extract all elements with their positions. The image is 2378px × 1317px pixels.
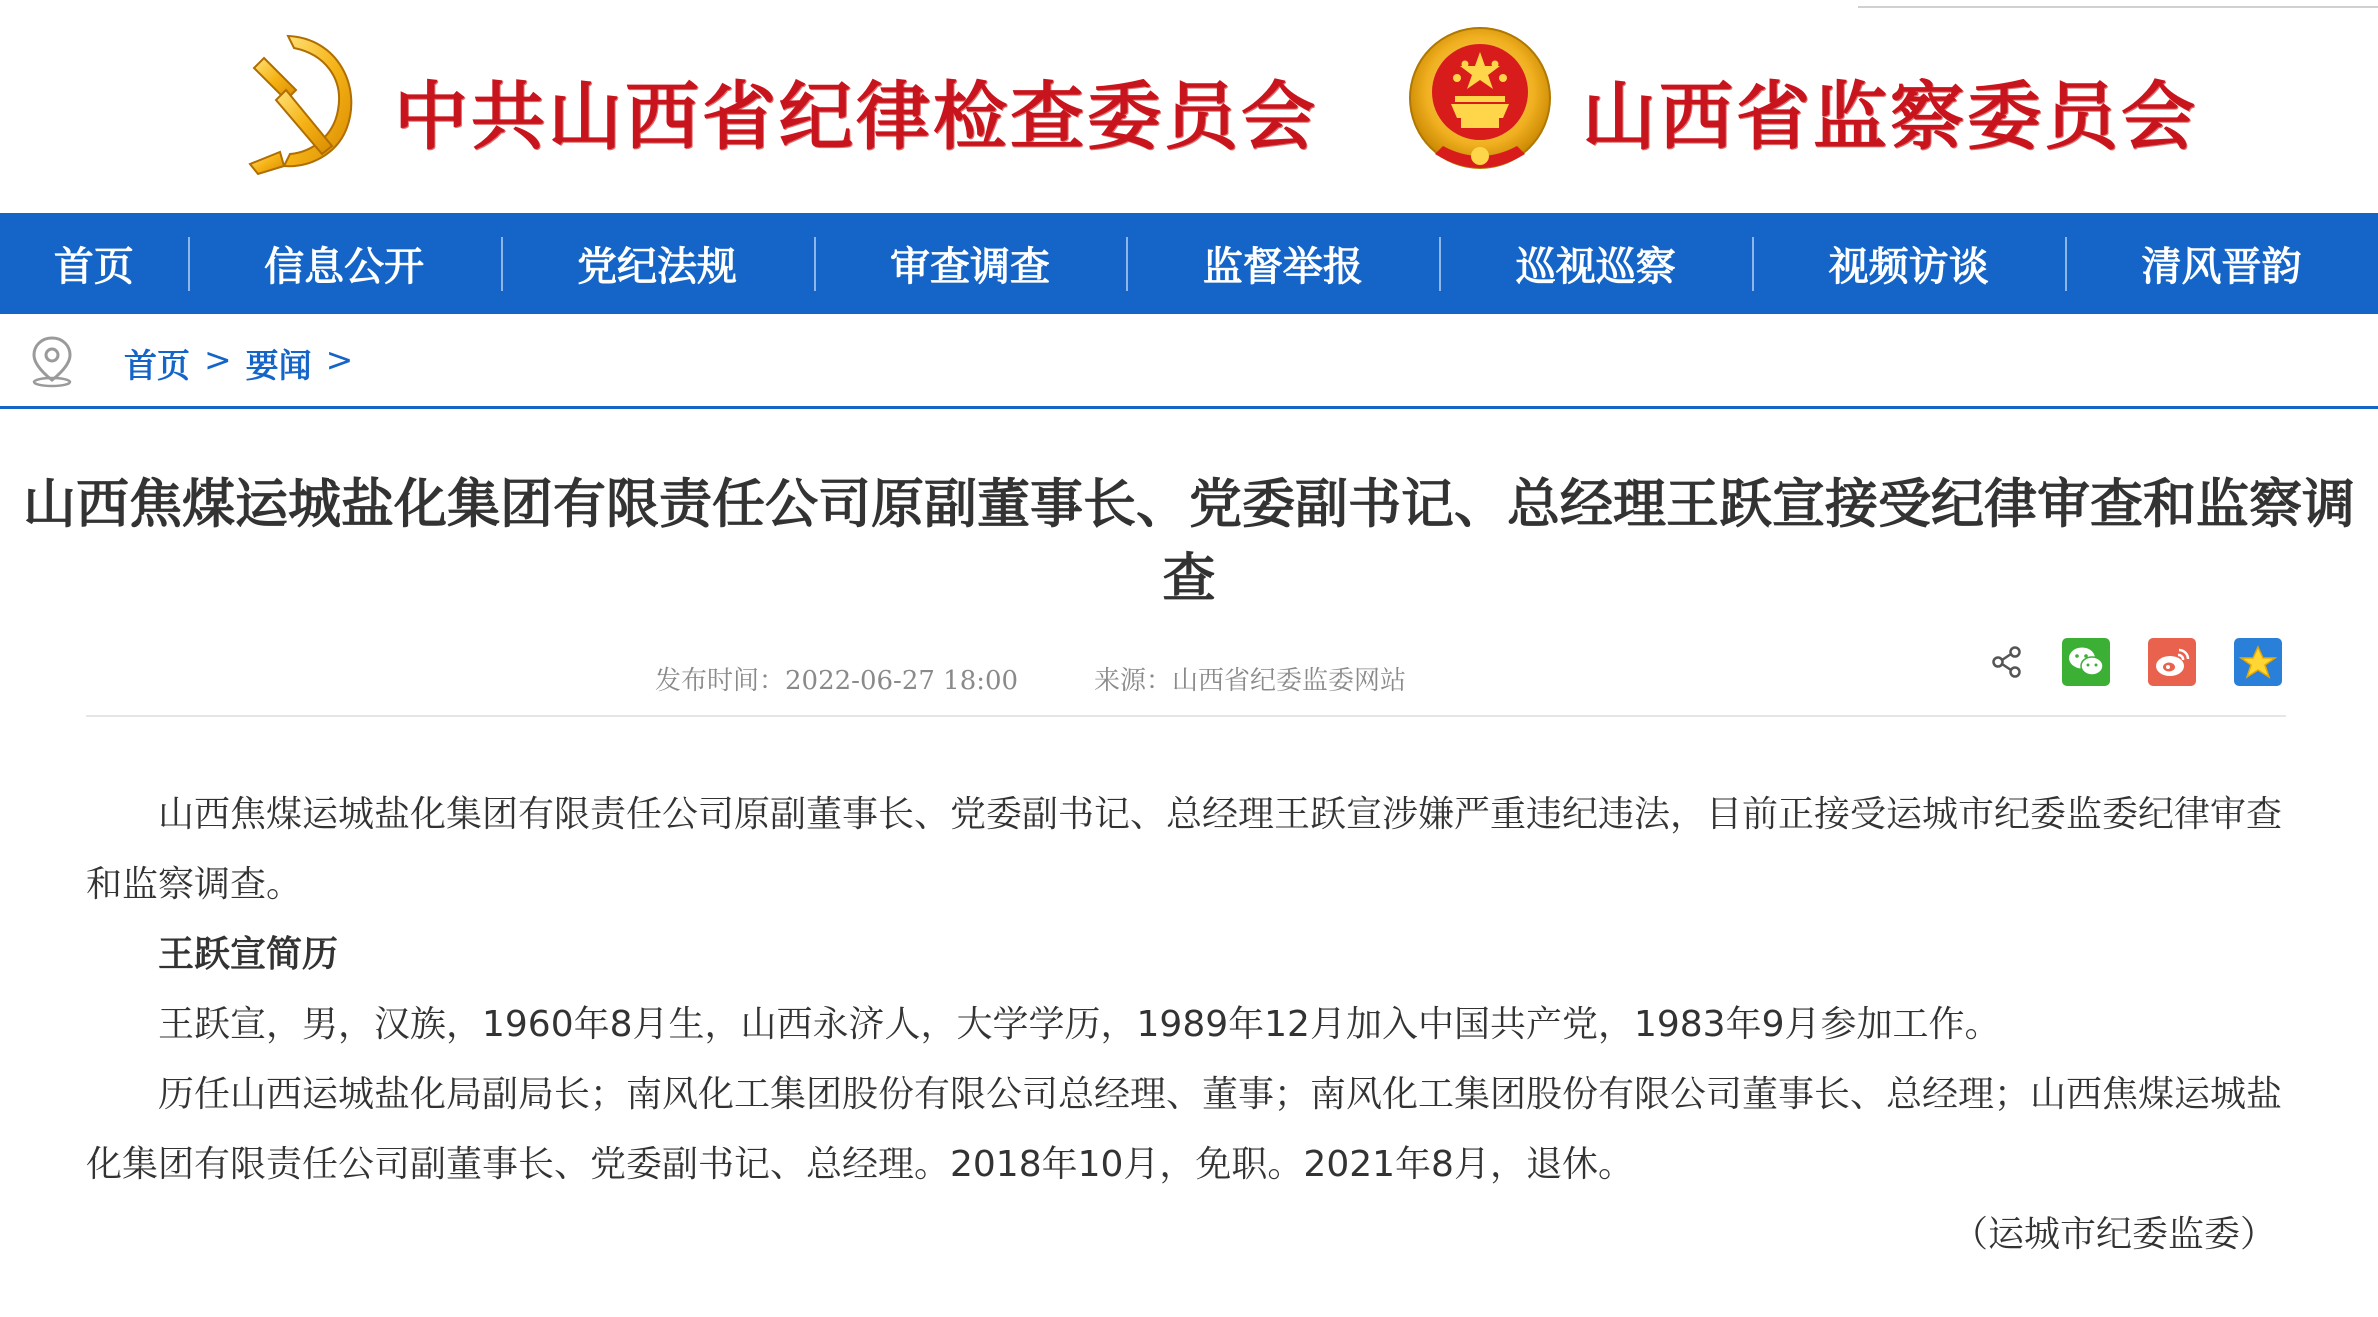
location-pin-icon <box>28 334 76 388</box>
breadcrumb-separator: > <box>204 340 232 379</box>
weibo-icon <box>2153 646 2191 678</box>
wechat-share-button[interactable] <box>2062 638 2110 686</box>
nav-item-culture[interactable]: 清风晋韵 <box>2065 213 2378 314</box>
article-signoff: （运城市纪委监委） <box>1951 1214 2276 1255</box>
org-title-discipline-commission: 中共山西省纪律检查委员会 <box>394 74 1318 160</box>
breadcrumb-separator: > <box>325 340 354 379</box>
nav-item-info-disclosure[interactable]: 信息公开 <box>188 213 501 314</box>
qzone-share-button[interactable] <box>2234 638 2282 686</box>
party-emblem-icon <box>228 28 368 178</box>
weibo-share-button[interactable] <box>2148 638 2196 686</box>
nav-item-regulations[interactable]: 党纪法规 <box>501 213 814 314</box>
article-body <box>86 780 2286 1270</box>
site-header <box>0 0 2378 213</box>
national-emblem-icon <box>1405 26 1555 180</box>
top-divider <box>1858 0 2378 8</box>
article-paragraph: 山西焦煤运城盐化集团有限责任公司原副董事长、党委副书记、总经理王跃宣涉嫌严重违纪违法，目前正接受运城市纪委监委纪律审查和监察调查。 <box>86 794 2283 905</box>
content-divider <box>86 715 2286 717</box>
org-title-supervisory-commission: 山西省监察委员会 <box>1582 74 2198 160</box>
nav-item-inspection[interactable]: 巡视巡察 <box>1439 213 1752 314</box>
article-paragraph: 历任山西运城盐化局副局长；南风化工集团股份有限公司总经理、董事；南风化工集团股份有限公司董事长、总经理；山西焦煤运城盐化集团有限责任公司副董事长、党委副书记、总经理。2018年10月，免职。2021年8月，退休。 <box>86 1074 2283 1185</box>
nav-item-report[interactable]: 监督举报 <box>1126 213 1439 314</box>
nav-item-video[interactable]: 视频访谈 <box>1752 213 2065 314</box>
nav-item-home[interactable]: 首页 <box>53 244 134 290</box>
breadcrumb-home-link[interactable]: 首页 <box>124 346 190 385</box>
article-title: 山西焦煤运城盐化集团有限责任公司原副董事长、党委副书记、总经理王跃宣接受纪律审查和监察调查 <box>23 474 2355 609</box>
breadcrumb <box>0 314 2378 409</box>
nav-item-investigation[interactable]: 审查调查 <box>814 213 1127 314</box>
share-bar <box>1990 638 2282 686</box>
qzone-icon <box>2239 644 2277 680</box>
article-paragraph: 王跃宣，男，汉族，1960年8月生，山西永济人，大学学历，1989年12月加入中国共产党，1983年9月参加工作。 <box>158 1004 2001 1045</box>
share-icon[interactable] <box>1990 645 2024 679</box>
breadcrumb-section-link[interactable]: 要闻 <box>245 346 312 385</box>
wechat-icon <box>2067 645 2105 679</box>
article-source: 来源：山西省纪委监委网站 <box>1094 666 1407 696</box>
article-subheading: 王跃宣简历 <box>158 934 339 975</box>
publish-time: 发布时间：2022-06-27 18:00 <box>655 666 1019 696</box>
main-nav <box>0 213 2378 314</box>
